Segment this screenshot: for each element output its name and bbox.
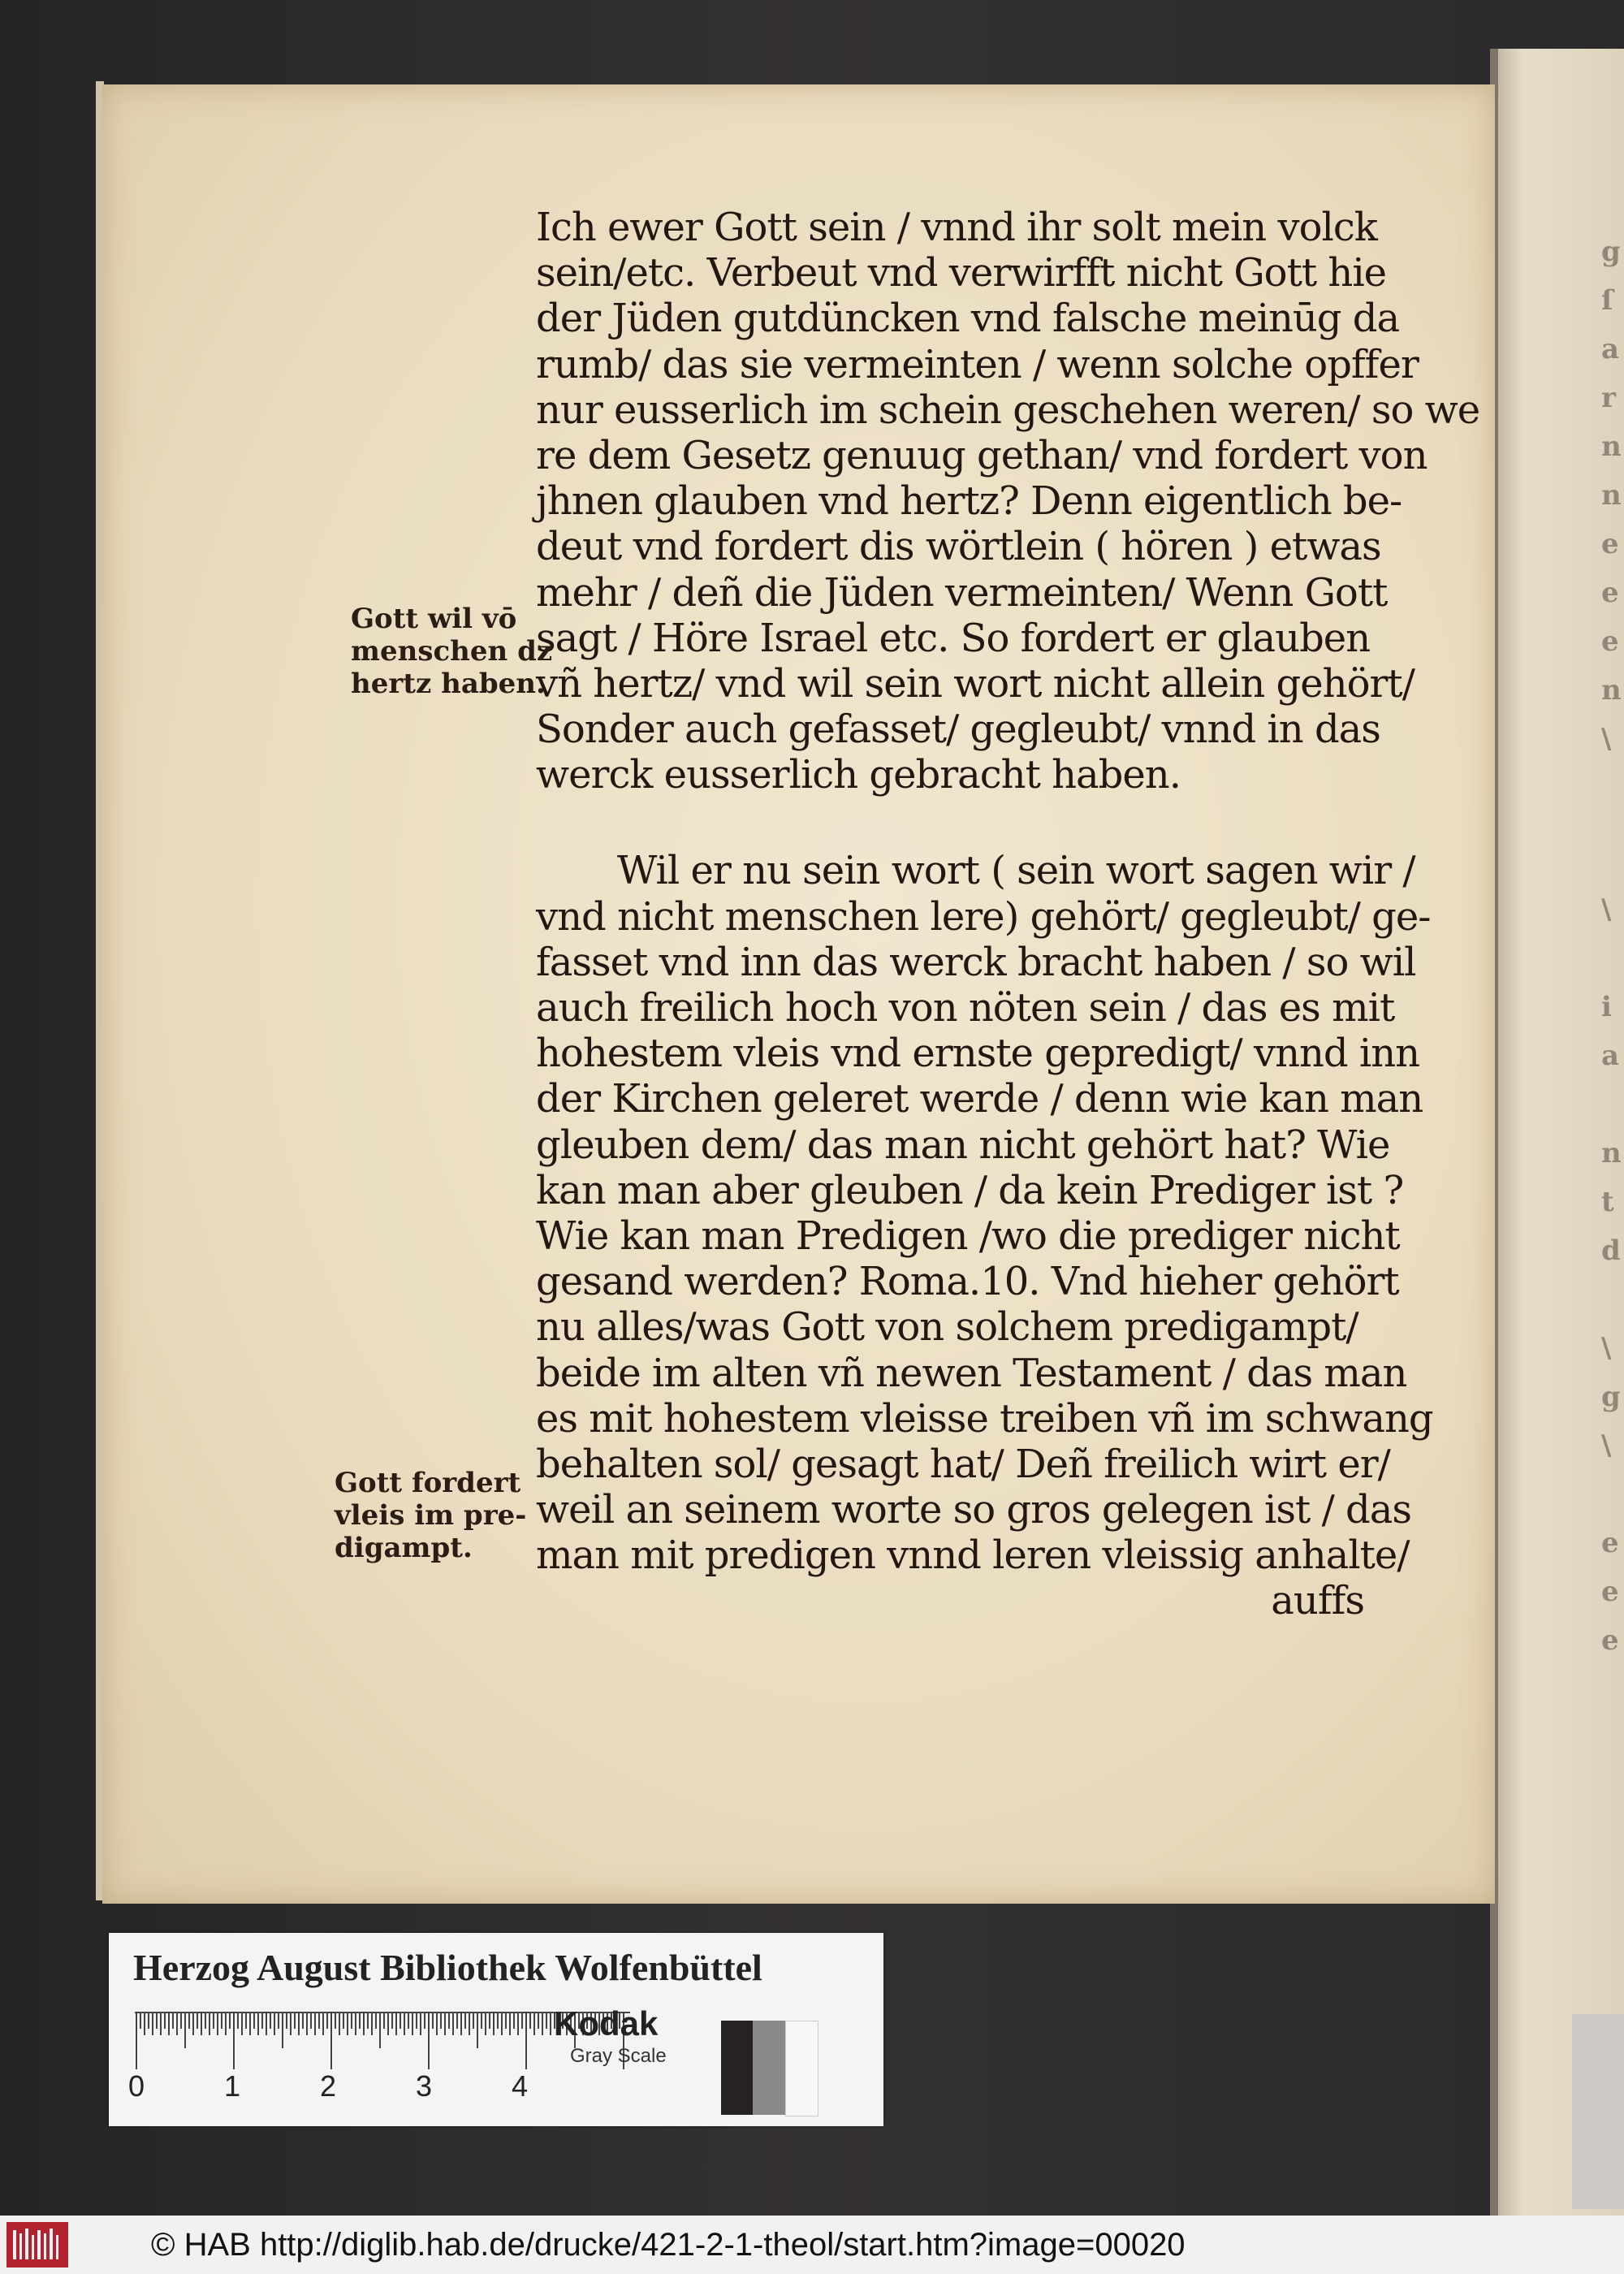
text-line: gleuben dem/ das man nicht gehört hat? Wie	[536, 1122, 1390, 1168]
text-line: kan man aber gleuben / da kein Prediger ist ?	[536, 1167, 1404, 1213]
ruler-number: 3	[416, 2069, 433, 2103]
facing-page-glyph: a	[1601, 333, 1620, 365]
ruler-numbers	[128, 2069, 648, 2110]
text-line: jhnen glauben vnd hertz? Denn eigentlich be-	[536, 478, 1402, 525]
kodak-logo: Kodak	[554, 2004, 659, 2043]
facing-page-glyph: r	[1601, 382, 1616, 414]
text-line: vñ hertz/ vnd wil sein wort nicht allein gehört/	[536, 660, 1415, 707]
facing-page-glyph: \	[1601, 1429, 1612, 1462]
facing-page-glyph: g	[1601, 1381, 1621, 1413]
facing-page-glyph: d	[1601, 1234, 1621, 1267]
margin-note-line: vleis im pre-	[335, 1499, 527, 1532]
text-line: Wie kan man Predigen /wo die prediger nicht	[536, 1213, 1400, 1259]
facing-page-glyph: e	[1601, 625, 1619, 658]
gray-patch-white	[785, 2021, 818, 2116]
facing-page-glyph: n	[1601, 674, 1622, 707]
facing-page-glyph: n	[1601, 430, 1622, 463]
margin-note-line: Gott wil vō	[351, 603, 517, 635]
facing-page-glyph: ſ	[1601, 284, 1613, 317]
text-line: sein/etc. Verbeut vnd verwirfft nicht Gott hie	[536, 250, 1387, 296]
text-line: Ich ewer Gott sein / vnnd ihr solt mein volck	[536, 205, 1377, 250]
ruler-number: 1	[224, 2069, 241, 2103]
text-line: werck eusserlich gebracht haben.	[536, 752, 1181, 798]
text-line: deut vnd fordert dis wörtlein ( hören ) etwas	[536, 524, 1381, 570]
paragraph-gap	[536, 798, 1397, 848]
gray-scale-label: Gray Scale	[570, 2045, 667, 2067]
ruler-number: 2	[320, 2069, 337, 2103]
ruler-number: 4	[512, 2069, 529, 2103]
margin-note	[351, 603, 552, 700]
facing-page-glyph: e	[1601, 528, 1619, 560]
margin-note-line: Gott fordert	[335, 1467, 521, 1499]
text-line: hohestem vleis vnd ernste gepredigt/ vnnd inn	[536, 1031, 1420, 1077]
text-line: auch freilich hoch von nöten sein / das es mit	[536, 985, 1395, 1031]
facing-page-glyph: e	[1601, 1576, 1619, 1608]
facing-page-glyph: n	[1601, 479, 1622, 512]
facing-page-glyph: e	[1601, 1527, 1619, 1559]
text-line: beide im alten vñ newen Testament / das man	[536, 1350, 1407, 1396]
facing-page-glyph: i	[1601, 991, 1612, 1023]
library-scale-card	[109, 1933, 883, 2126]
text-line: es mit hohestem vleisse treiben vñ im schwang	[536, 1395, 1433, 1442]
margin-note-line: digampt.	[335, 1532, 473, 1564]
gray-scale-patches	[721, 2021, 818, 2115]
facing-page-glyph: g	[1601, 236, 1621, 268]
facing-page-glyph: t	[1601, 1186, 1614, 1218]
text-line: fasset vnd inn das werck bracht haben / so wil	[536, 939, 1416, 985]
footer-url: © HAB http://diglib.hab.de/drucke/421-2-1-theol/start.htm?image=00020	[151, 2227, 1186, 2263]
margin-note-line: menschen dz	[351, 635, 553, 668]
gray-patch-mid	[753, 2021, 784, 2115]
facing-page-glyph: n	[1601, 1137, 1622, 1169]
facing-page-glyph: e	[1601, 1624, 1619, 1657]
text-line: nur eusserlich im schein geschehen weren/ so we	[536, 387, 1480, 433]
ruler-number: 0	[128, 2069, 145, 2103]
text-line: vnd nicht menschen lere) gehört/ gegleubt/ ge-	[536, 893, 1431, 940]
text-line: der Jüden gutdüncken vnd falsche meinūg da	[536, 296, 1400, 342]
margin-note-line: hertz haben.	[351, 668, 546, 700]
text-line: behalten sol/ gesagt hat/ Deñ freilich wirt er/	[536, 1441, 1390, 1487]
facing-page-glyph: e	[1601, 577, 1619, 609]
facing-scale-card	[1572, 2014, 1624, 2209]
text-line: Sonder auch gefasset/ gegleubt/ vnnd in das	[536, 707, 1380, 753]
gray-patch-black	[721, 2021, 753, 2115]
hab-barcode-icon	[6, 2222, 68, 2268]
text-line: nu alles/was Gott von solchem predigampt/	[536, 1304, 1358, 1351]
text-line: Wil er nu sein wort ( sein wort sagen wir /	[617, 848, 1415, 894]
facing-page-glyph: \	[1601, 1332, 1612, 1364]
text-line: sagt / Höre Israel etc. So fordert er glauben	[536, 615, 1371, 661]
text-line: weil an seinem worte so gros gelegen ist / das	[536, 1487, 1411, 1533]
facing-page-glyph: \	[1601, 893, 1612, 926]
library-name: Herzog August Bibliothek Wolfenbüttel	[133, 1947, 762, 1988]
catchword: auffs	[1271, 1578, 1364, 1624]
text-line: gesand werden? Roma.10. Vnd hieher gehört	[536, 1259, 1399, 1305]
text-line: rumb/ das sie vermeinten / wenn solche opffer	[536, 341, 1419, 387]
page-body-text	[536, 205, 1480, 1624]
facing-page-glyph: \	[1601, 723, 1612, 755]
text-line: mehr / deñ die Jüden vermeinten/ Wenn Gott	[536, 569, 1388, 616]
text-line: re dem Gesetz genuug gethan/ vnd fordert von	[536, 432, 1427, 478]
text-line: man mit predigen vnnd leren vleissig anhalte/	[536, 1533, 1410, 1579]
text-line: der Kirchen geleret werde / denn wie kan man	[536, 1076, 1423, 1122]
margin-note	[335, 1467, 526, 1564]
facing-page-glyph: a	[1601, 1040, 1620, 1072]
